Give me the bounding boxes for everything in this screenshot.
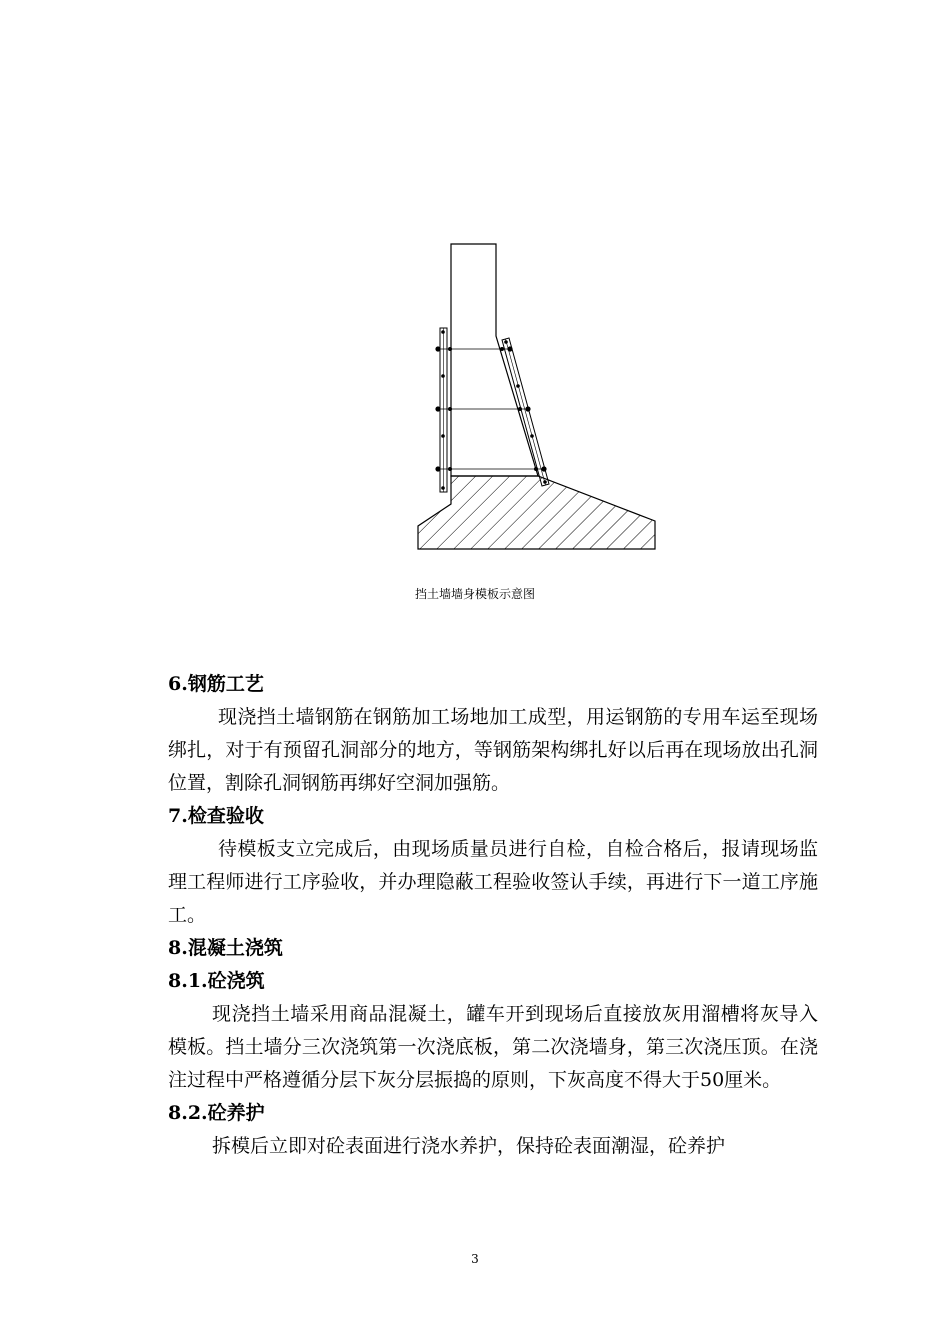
figure-caption: 挡土墙墙身模板示意图 — [414, 587, 535, 601]
footing — [418, 476, 655, 549]
page-number: 3 — [471, 1252, 479, 1266]
section-paragraph: 待模板支立完成后，由现场质量员进行自检，自检合格后，报请现场监理工程师进行工序验收，并办理隐蔽工程验收签认手续，再进行下一道工序施工。 — [168, 838, 818, 926]
section-paragraph: 现浇挡土墙采用商品混凝土，罐车开到现场后直接放灰用溜槽将灰导入模板。挡土墙分三次浇筑第一次浇底板，第二次浇墙身，第三次浇压顶。在浇注过程中严格遵循分层下灰分层振捣的原则，下灰高度不得大于50厘米。 — [168, 1003, 818, 1091]
formwork-diagram — [410, 236, 670, 566]
section-paragraph: 现浇挡土墙钢筋在钢筋加工场地加工成型，用运钢筋的专用车运至现场绑扎，对于有预留孔洞部分的地方，等钢筋架构绑扎好以后再在现场放出孔洞位置，割除孔洞钢筋再绑好空洞加强筋。 — [168, 706, 818, 794]
section-heading: 8.混凝土浇筑 — [168, 937, 283, 959]
section-heading: 6.钢筋工艺 — [168, 673, 264, 695]
wall-body — [451, 244, 538, 476]
section-heading: 8.1.砼浇筑 — [168, 970, 265, 992]
section-heading: 8.2.砼养护 — [168, 1102, 265, 1124]
section-paragraph: 拆模后立即对砼表面进行浇水养护，保持砼表面潮湿，砼养护 — [212, 1135, 726, 1157]
document-body — [168, 668, 818, 1163]
section-heading: 7.检查验收 — [168, 805, 264, 827]
